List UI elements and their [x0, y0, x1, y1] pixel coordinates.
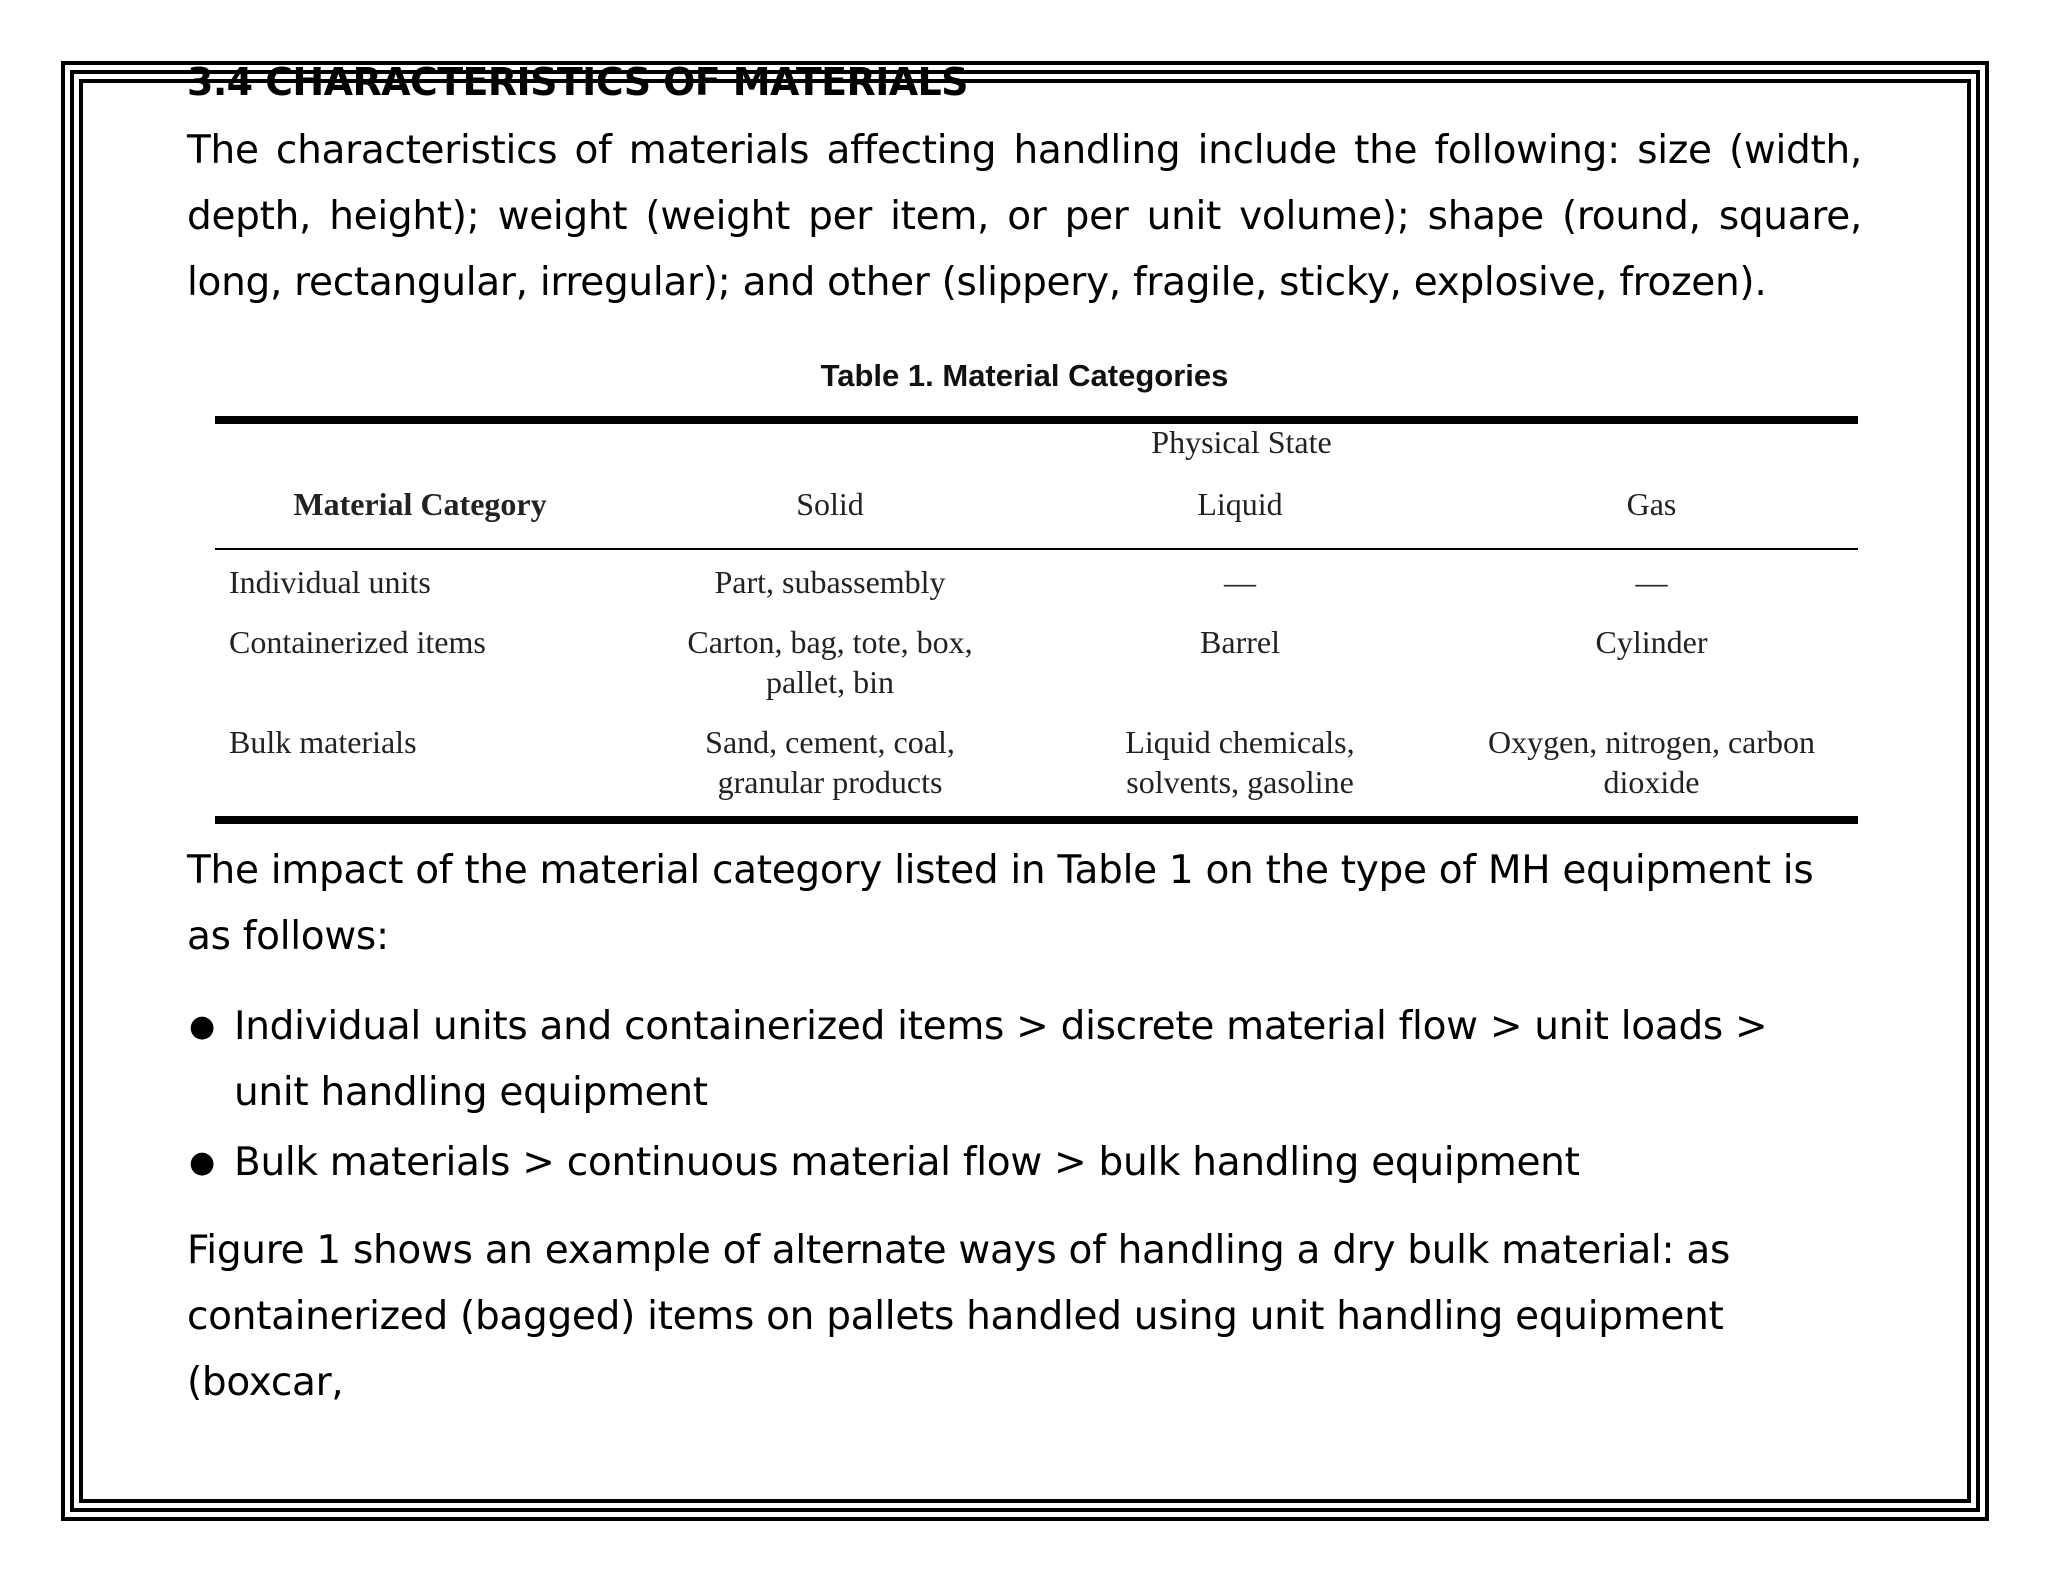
impact-paragraph: The impact of the material category listed in Table 1 on the type of MH equipment is as follows:	[187, 848, 1814, 959]
table-cell	[1445, 722, 1858, 816]
list-item-text: Bulk materials > continuous material flow > bulk handling equipment	[234, 1140, 1580, 1185]
table-title: Table 1. Material Categories	[820, 358, 1229, 393]
bullet-icon: ●	[189, 1009, 215, 1044]
table-cell: Containerized items	[229, 624, 486, 660]
bullet-list	[187, 994, 1847, 1196]
table-row	[215, 722, 1858, 816]
table-row	[215, 549, 1858, 622]
column-header-liquid: Liquid	[1035, 486, 1445, 549]
table-group-header-row	[215, 424, 1858, 486]
table-cell-text: Sand, cement, coal, granular products	[705, 724, 955, 800]
table-cell: Barrel	[1200, 624, 1280, 660]
material-categories-table	[215, 416, 1858, 824]
table-cell-text: Liquid chemicals, solvents, gasoline	[1125, 724, 1355, 800]
table-cell-text: Carton, bag, tote, box, pallet, bin	[687, 624, 973, 700]
table-cell: Part, subassembly	[714, 564, 946, 600]
table-cell	[1035, 722, 1445, 816]
section-heading: 3.4 CHARACTERISTICS OF MATERIALS	[187, 64, 968, 100]
list-item	[187, 1130, 1847, 1196]
table-cell	[625, 722, 1035, 816]
page-content	[187, 64, 1862, 1416]
table-cell: —	[1635, 564, 1668, 600]
table-cell-text: Oxygen, nitrogen, carbon dioxide	[1487, 724, 1815, 800]
list-item	[187, 994, 1847, 1126]
table-cell	[625, 622, 1035, 722]
list-item-text: Individual units and containerized items > discrete material flow > unit loads > unit handling equipment	[234, 1004, 1768, 1115]
column-header-material-category: Material Category	[215, 486, 625, 549]
figure-paragraph: Figure 1 shows an example of alternate ways of handling a dry bulk material: as containerized (bagged) items on pallets handled using unit handling equipment (boxcar,	[187, 1228, 1731, 1405]
table-cell: Individual units	[229, 564, 431, 600]
table-bottom-rule	[215, 816, 1858, 820]
physical-state-header: Physical State	[1151, 424, 1332, 460]
table-cell: —	[1224, 564, 1256, 600]
table-cell: Cylinder	[1595, 624, 1708, 660]
table-cell: Bulk materials	[229, 724, 417, 760]
table-row	[215, 622, 1858, 722]
column-header-gas: Gas	[1445, 486, 1858, 549]
bullet-icon: ●	[189, 1145, 215, 1180]
column-header-solid: Solid	[625, 486, 1035, 549]
table-column-header-row	[215, 486, 1858, 549]
intro-paragraph: The characteristics of materials affecting handling include the following: size (width, depth, height); weight (weight per item, or per unit volume); shape (round, square, long, rectangular, irregular); and other (slippery, fragile, sticky, explosive, frozen).	[187, 128, 1862, 305]
